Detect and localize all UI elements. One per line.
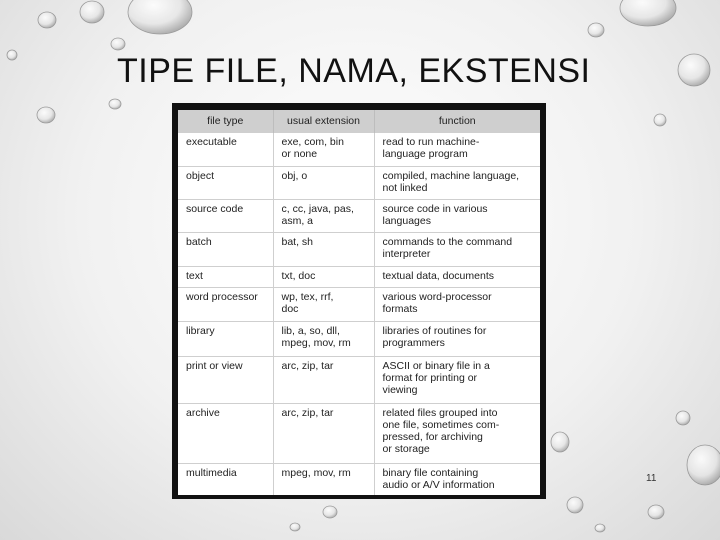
cell-extension: bat, sh — [273, 233, 374, 267]
cell-extension: exe, com, bin or none — [273, 133, 374, 167]
table-row — [178, 288, 540, 322]
table-row — [178, 404, 540, 464]
page-number: 11 — [646, 473, 657, 484]
slide-title: TIPE FILE, NAMA, EKSTENSI — [117, 52, 591, 90]
cell-function: various word-processor formats — [374, 288, 540, 322]
cell-extension: wp, tex, rrf, doc — [273, 288, 374, 322]
table-header-row — [178, 110, 540, 133]
cell-file-type: print or view — [178, 357, 273, 404]
cell-function: read to run machine- language program — [374, 133, 540, 167]
table-row — [178, 200, 540, 233]
cell-extension: arc, zip, tar — [273, 357, 374, 404]
cell-file-type: multimedia — [178, 464, 273, 495]
table-row — [178, 464, 540, 495]
cell-file-type: executable — [178, 133, 273, 167]
cell-file-type: archive — [178, 404, 273, 464]
cell-extension: txt, doc — [273, 267, 374, 288]
cell-file-type: text — [178, 267, 273, 288]
table-row — [178, 322, 540, 357]
cell-file-type: batch — [178, 233, 273, 267]
cell-function: commands to the command interpreter — [374, 233, 540, 267]
cell-file-type: library — [178, 322, 273, 357]
cell-function: libraries of routines for programmers — [374, 322, 540, 357]
header-function: function — [374, 110, 540, 133]
cell-function: source code in various languages — [374, 200, 540, 233]
cell-file-type: word processor — [178, 288, 273, 322]
cell-file-type: object — [178, 167, 273, 200]
file-type-table — [178, 110, 540, 495]
table-row — [178, 167, 540, 200]
cell-extension: arc, zip, tar — [273, 404, 374, 464]
table-row — [178, 357, 540, 404]
header-usual-extension: usual extension — [273, 110, 374, 133]
cell-function: compiled, machine language, not linked — [374, 167, 540, 200]
cell-function: ASCII or binary file in a format for printing or viewing — [374, 357, 540, 404]
table-row — [178, 267, 540, 288]
header-file-type: file type — [178, 110, 273, 133]
cell-file-type: source code — [178, 200, 273, 233]
cell-extension: mpeg, mov, rm — [273, 464, 374, 495]
cell-extension: lib, a, so, dll, mpeg, mov, rm — [273, 322, 374, 357]
cell-extension: obj, o — [273, 167, 374, 200]
cell-function: textual data, documents — [374, 267, 540, 288]
table-row — [178, 233, 540, 267]
table-row — [178, 133, 540, 167]
cell-function: binary file containing audio or A/V information — [374, 464, 540, 495]
cell-extension: c, cc, java, pas, asm, a — [273, 200, 374, 233]
cell-function: related files grouped into one file, sometimes com- pressed, for archiving or storage — [374, 404, 540, 464]
file-type-table-frame — [172, 103, 546, 499]
